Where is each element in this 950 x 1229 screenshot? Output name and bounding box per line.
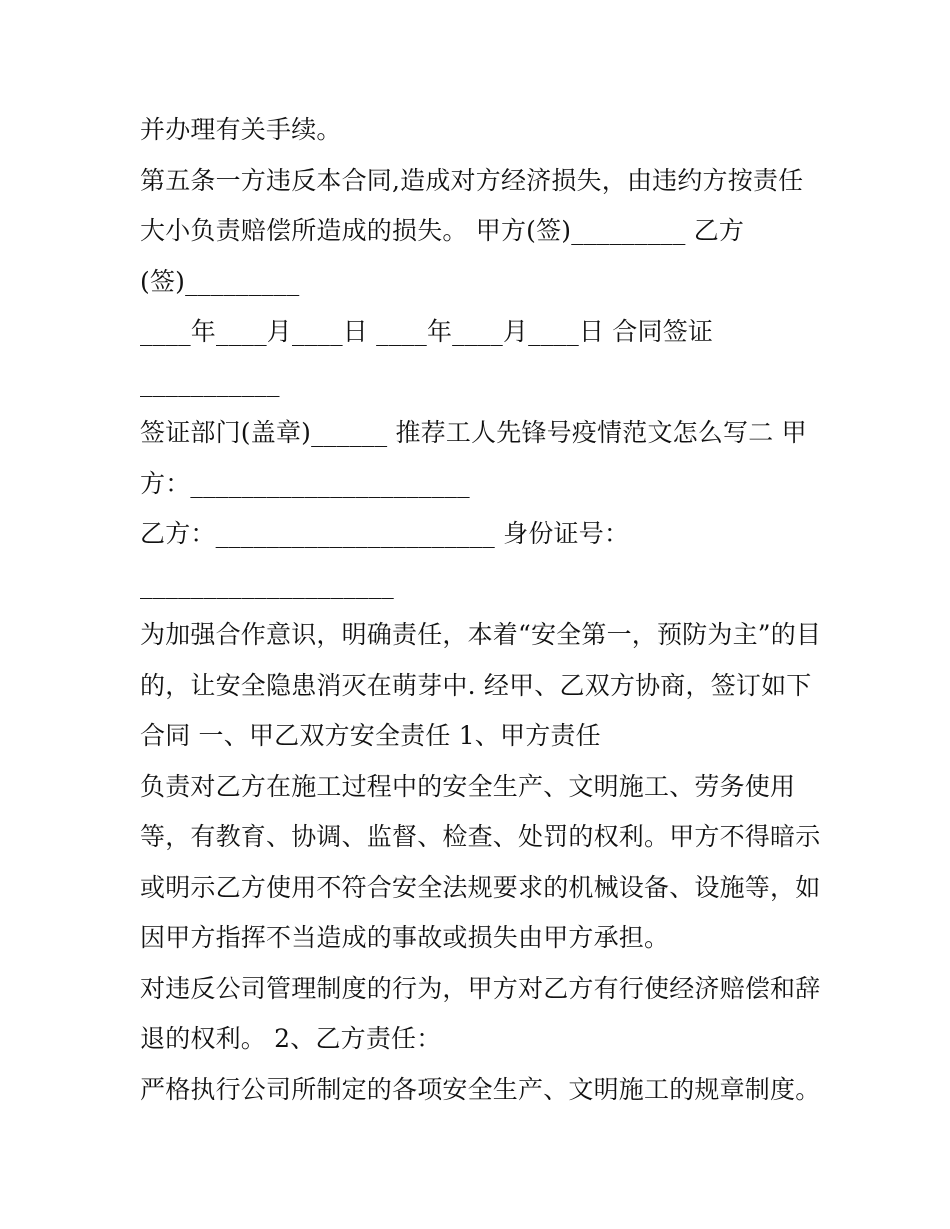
text-line: ____年____月____日 ____年____月____日 合同签证 [140, 317, 714, 346]
text-line: 严格执行公司所制定的各项安全生产、文明施工的规章制度。 [140, 1074, 821, 1104]
text-line: ____________________ [140, 569, 394, 599]
text-line: 为加强合作意识，明确责任，本着“安全第一，预防为主”的目 [140, 620, 822, 649]
text-line: 负责对乙方在施工过程中的安全生产、文明施工、劳务使用 [140, 771, 796, 801]
text-line: 大小负责赔偿所造成的损失。 甲方(签)_________ 乙方 [140, 216, 745, 245]
text-line: 签证部门(盖章)______ 推荐工人先锋号疫情范文怎么写二 甲 [140, 418, 807, 447]
text-line: 并办理有关手续。 [140, 115, 342, 144]
text-line: 退的权利。 2、乙方责任： [140, 1024, 442, 1053]
text-line: 合同 一、甲乙双方安全责任 1、甲方责任 [140, 721, 601, 750]
text-line: 对违反公司管理制度的行为，甲方对乙方有行使经济赔偿和辞 [140, 973, 821, 1003]
text-line: (签)_________ [140, 266, 300, 296]
text-line: 的，让安全隐患消灭在萌芽中. 经甲、乙双方协商，签订如下 [140, 670, 812, 700]
text-line: 因甲方指挥不当造成的事故或损失由甲方承担。 [140, 923, 670, 952]
text-line: 等，有教育、协调、监督、检查、处罚的权利。甲方不得暗示 [140, 822, 821, 851]
text-line: 乙方：______________________ 身份证号： [140, 519, 630, 548]
text-line: 方：______________________ [140, 468, 470, 498]
text-line: 第五条一方违反本合同,造成对方经济损失，由违约方按责任 [140, 165, 804, 195]
text-line: 或明示乙方使用不符合安全法规要求的机械设备、设施等，如 [140, 872, 821, 902]
document-body [140, 105, 830, 1115]
text-line: ___________ [140, 367, 280, 397]
